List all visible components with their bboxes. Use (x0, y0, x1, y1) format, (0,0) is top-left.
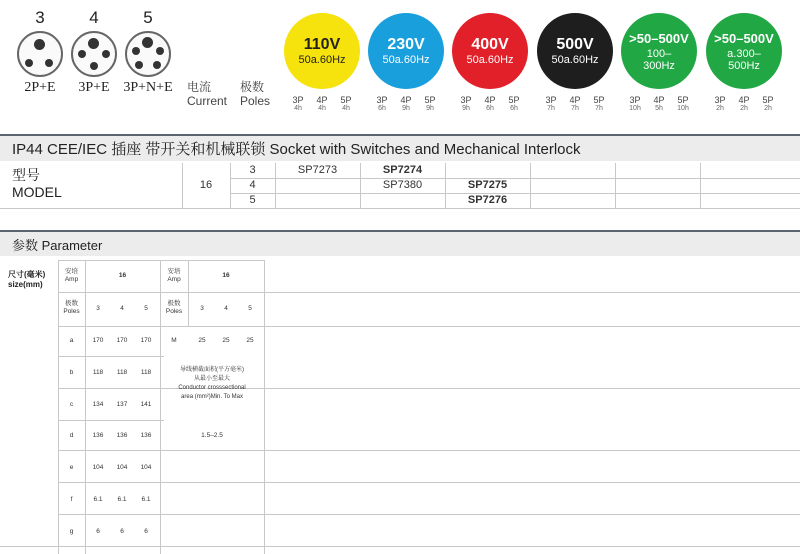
dimension-value: 136 (92, 432, 104, 439)
earth-position: 5h (655, 105, 663, 112)
voltage-poles-row (456, 95, 524, 113)
model-number-cell: SP7276 (467, 194, 508, 206)
pole-position-cell (336, 95, 356, 113)
dimension-value: 6.1 (117, 496, 127, 503)
earth-position: 7h (571, 105, 579, 112)
model-poles-cell: 5 (249, 194, 256, 206)
model-poles-cell: 3 (249, 164, 256, 176)
pole-label: 5P (508, 95, 520, 105)
pole-label: 5P (340, 95, 352, 105)
dimension-key: d (69, 432, 74, 439)
dimension-value: 6 (144, 528, 148, 535)
dimension-key: c (69, 401, 74, 408)
pole-label: 5P (424, 95, 436, 105)
current-header: 电流 Current (187, 80, 228, 108)
pole-label: 5P (677, 95, 689, 105)
pole-count: 4 (89, 8, 99, 27)
model-number-cell: SP7273 (297, 164, 338, 176)
earth-position: 7h (595, 105, 603, 112)
voltage-value: >50–500V (714, 31, 774, 46)
m-label: M (171, 337, 177, 344)
pole-config-label: 3P+N+E (123, 80, 173, 95)
pole-label: 3P (545, 95, 557, 105)
m-value: 25 (198, 337, 206, 344)
earth-position: 7h (547, 105, 555, 112)
dimension-value: 6.1 (141, 496, 151, 503)
plug-4pin-icon (71, 31, 117, 77)
dimension-value: 141 (140, 401, 152, 408)
pole-label: 5P (593, 95, 605, 105)
pole-value: 4 (120, 305, 124, 312)
parameter-title-bar (0, 230, 800, 256)
voltage-circle (621, 13, 697, 89)
voltage-poles-row (625, 95, 693, 113)
dimension-value: 118 (116, 369, 128, 376)
pole-position-cell (734, 95, 754, 113)
earth-position: 2h (716, 105, 724, 112)
earth-position: 4h (318, 105, 326, 112)
earth-position: 4h (294, 105, 302, 112)
dimension-value: 137 (116, 401, 128, 408)
amp-label-2: 安培 Amp (167, 268, 181, 283)
amp-value-2: 16 (222, 272, 230, 279)
earth-position: 4h (342, 105, 350, 112)
dimension-value: 6 (96, 528, 100, 535)
earth-position: 9h (462, 105, 470, 112)
pole-position-cell (565, 95, 585, 113)
model-title: 型号 MODEL (12, 167, 62, 200)
dimension-key: b (69, 369, 74, 376)
pole-config-3 (10, 8, 70, 96)
poles-header: 极数 Poles (240, 80, 271, 108)
voltage-poles-row (372, 95, 440, 113)
pole-value-2: 3 (200, 305, 204, 312)
dimension-value: 136 (140, 432, 152, 439)
earth-position: 9h (426, 105, 434, 112)
m-value: 25 (246, 337, 254, 344)
parameter-title: 参数 Parameter (12, 237, 103, 253)
pole-position-cell (396, 95, 416, 113)
dimension-value: 170 (92, 337, 104, 344)
section-title: IP44 CEE/IEC 插座 带开关和机械联锁 Socket with Switches and Mechanical Interlock (12, 141, 581, 158)
dimension-value: 134 (92, 401, 104, 408)
frequency-value: 50a.60Hz (298, 54, 346, 66)
pole-label: 3P (292, 95, 304, 105)
pole-position-cell (673, 95, 693, 113)
earth-position: 2h (764, 105, 772, 112)
voltage-poles-row (710, 95, 778, 113)
plug-5pin-icon (125, 31, 171, 77)
plug-3pin-icon (17, 31, 63, 77)
pole-label: 3P (714, 95, 726, 105)
m-value: 25 (222, 337, 230, 344)
pole-label: 4P (484, 95, 496, 105)
size-label: 尺寸(毫米) size(mm) (8, 270, 46, 289)
pole-label: 3P (376, 95, 388, 105)
conductor-note: 导线横截面积(平方毫米) 从最小至最大 Conductor crosssectional area (mm²)Min. To Max (178, 367, 246, 400)
dimension-key: e (69, 464, 74, 471)
conductor-value: 1.5–2.5 (201, 432, 223, 439)
dimension-value: 136 (116, 432, 128, 439)
poles-label: 极数 Poles (63, 300, 80, 315)
pole-count: 5 (143, 8, 153, 27)
section-title-bar (0, 134, 800, 161)
pole-label: 3P (629, 95, 641, 105)
voltage-value: 110V (303, 36, 341, 53)
frequency-value: 100– 300Hz (643, 48, 675, 72)
dimension-value: 118 (140, 369, 152, 376)
pole-label: 4P (569, 95, 581, 105)
voltage-poles-row (541, 95, 609, 113)
voltage-value: >50–500V (629, 31, 689, 46)
pole-position-cell (625, 95, 645, 113)
frequency-value: 50a.60Hz (466, 54, 514, 66)
voltage-value: 230V (387, 36, 425, 53)
frequency-value: a.300– 500Hz (727, 48, 761, 72)
earth-position: 6h (378, 105, 386, 112)
dimension-value: 104 (116, 464, 128, 471)
pole-value-2: 4 (224, 305, 228, 312)
dimension-value: 104 (140, 464, 152, 471)
dimension-value: 104 (92, 464, 104, 471)
pole-position-cell (649, 95, 669, 113)
earth-position: 2h (740, 105, 748, 112)
earth-position: 6h (510, 105, 518, 112)
pole-label: 4P (316, 95, 328, 105)
earth-position: 10h (629, 105, 641, 112)
dimension-key: f (70, 496, 73, 503)
amp-label: 安培 Amp (64, 268, 79, 283)
pole-position-cell (420, 95, 440, 113)
pole-config-label: 2P+E (24, 80, 56, 95)
pole-label: 4P (738, 95, 750, 105)
voltage-circle (368, 13, 444, 89)
earth-position: 10h (677, 105, 689, 112)
poles-label-2: 极数 Poles (165, 300, 183, 315)
voltage-poles-row (288, 95, 356, 113)
pole-value-2: 5 (248, 305, 252, 312)
dimension-key: g (69, 528, 74, 535)
pole-value: 3 (96, 305, 100, 312)
pole-label: 4P (653, 95, 665, 105)
pole-position-cell (456, 95, 476, 113)
model-poles-cell: 4 (249, 179, 256, 191)
model-number-cell: SP7380 (382, 179, 423, 191)
voltage-circle (452, 13, 528, 89)
voltage-value: 400V (471, 36, 509, 53)
pole-label: 4P (400, 95, 412, 105)
pole-config-label: 3P+E (78, 80, 110, 95)
model-number-cell: SP7275 (467, 179, 508, 191)
pole-position-cell (312, 95, 332, 113)
model-number-cell: SP7274 (382, 164, 423, 176)
pole-position-cell (288, 95, 308, 113)
pole-position-cell (480, 95, 500, 113)
pole-position-cell (589, 95, 609, 113)
pole-value: 5 (144, 305, 148, 312)
dimension-value: 6 (120, 528, 124, 535)
model-table (0, 163, 800, 209)
pole-position-cell (758, 95, 778, 113)
amp-value: 16 (118, 272, 127, 279)
pole-config-4 (64, 8, 124, 96)
dimension-value: 170 (116, 337, 128, 344)
pole-position-cell (504, 95, 524, 113)
frequency-value: 50a.60Hz (382, 54, 430, 66)
dimension-value: 118 (92, 369, 104, 376)
model-current-value: 16 (199, 179, 213, 191)
frequency-value: 50a.60Hz (551, 54, 599, 66)
pole-label: 3P (460, 95, 472, 105)
voltage-circle (706, 13, 782, 89)
pole-position-cell (710, 95, 730, 113)
voltage-circle (284, 13, 360, 89)
pole-position-cell (541, 95, 561, 113)
earth-position: 6h (486, 105, 494, 112)
voltage-value: 500V (556, 36, 594, 53)
dimension-value: 170 (140, 337, 152, 344)
pole-position-cell (372, 95, 392, 113)
voltage-circle (537, 13, 613, 89)
dimension-key: a (69, 337, 74, 344)
pole-label: 5P (762, 95, 774, 105)
dimension-value: 6.1 (93, 496, 103, 503)
earth-position: 9h (402, 105, 410, 112)
pole-config-5 (118, 8, 178, 96)
pole-count: 3 (35, 8, 45, 27)
